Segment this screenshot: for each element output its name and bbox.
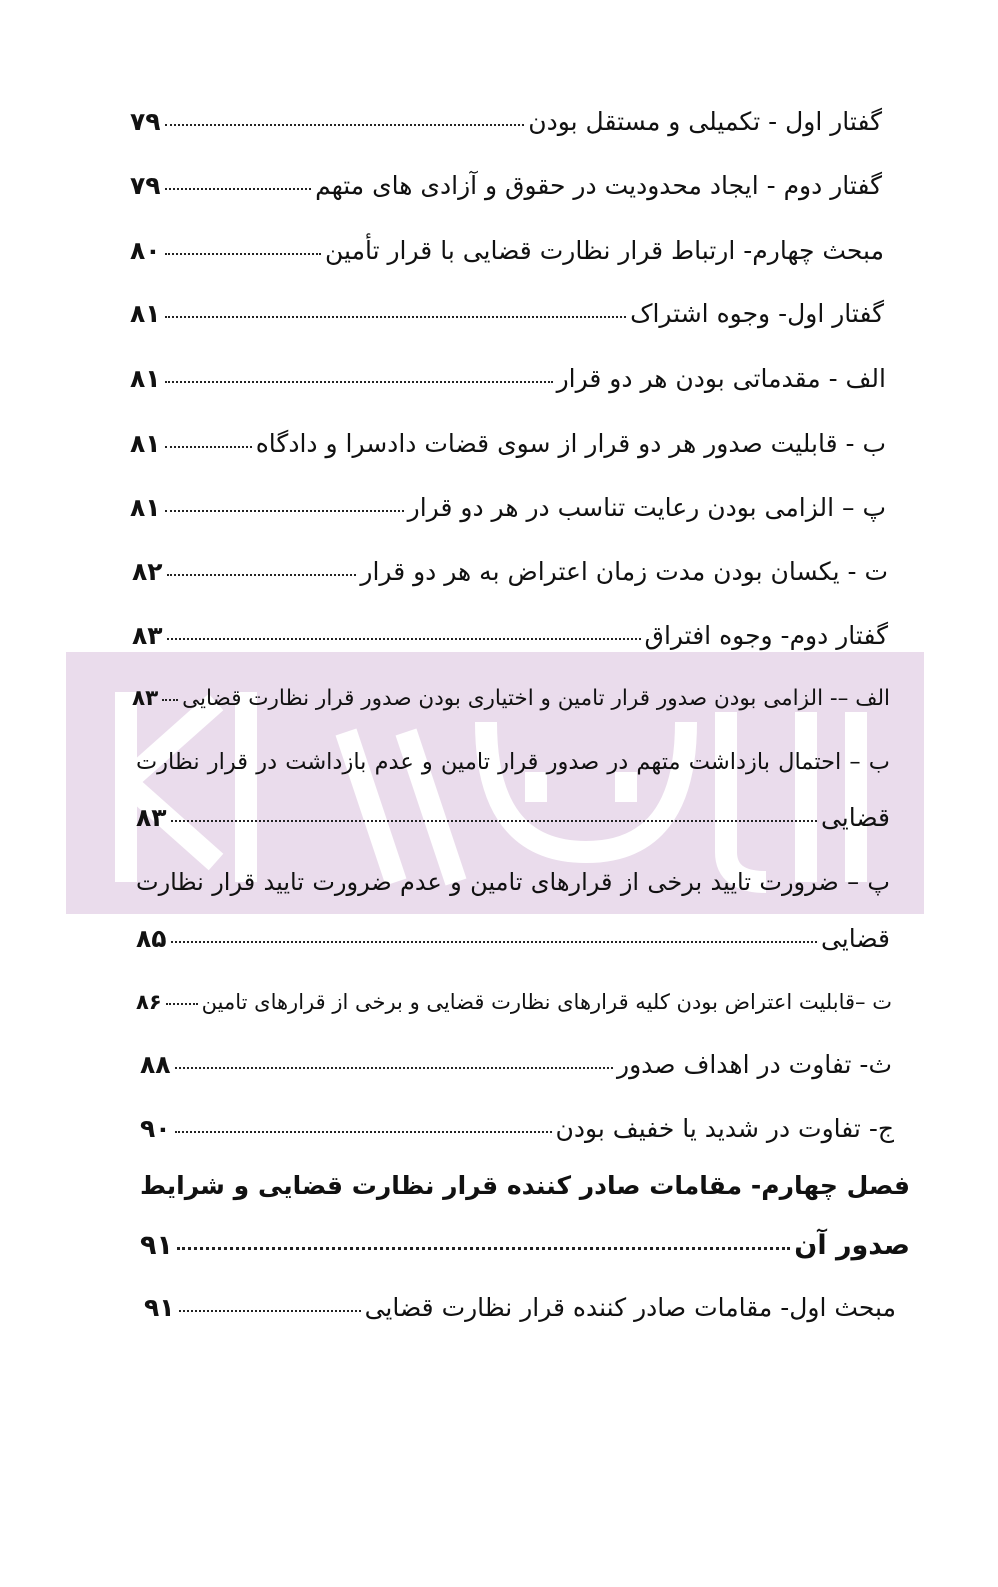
dot-leader xyxy=(175,1131,552,1133)
toc-entry xyxy=(132,556,888,588)
toc-entry xyxy=(132,620,888,652)
toc-entry xyxy=(140,1113,894,1145)
chapter-heading-line2: صدور آن xyxy=(794,1230,910,1261)
toc-page-number: ۸۶ xyxy=(136,990,162,1014)
dot-leader xyxy=(166,1003,198,1005)
toc-page-number: ۹۱ xyxy=(140,1230,173,1261)
toc-entry xyxy=(144,1292,896,1324)
toc-entry xyxy=(130,235,884,267)
toc-entry-title: الف - مقدماتی بودن هر دو قرار xyxy=(556,364,886,393)
toc-entry-title: مبحث چهارم- ارتباط قرار نظارت قضایی با قرار تأمین xyxy=(325,236,884,265)
toc-page-number: ۹۰ xyxy=(140,1114,171,1143)
toc-entry xyxy=(136,923,890,955)
dot-leader xyxy=(165,253,321,255)
toc-entry-title: ث- تفاوت در اهداف صدور xyxy=(617,1050,892,1079)
chapter-heading xyxy=(140,1230,910,1262)
dot-leader xyxy=(177,1247,790,1250)
toc-entry xyxy=(130,170,882,202)
toc-entry xyxy=(136,986,892,1018)
toc-entry-title: ت - یکسان بودن مدت زمان اعتراض به هر دو قرار xyxy=(360,557,888,586)
chapter-heading-line1: فصل چهارم- مقامات صادر کننده قرار نظارت قضایی و شرایط xyxy=(140,1171,910,1200)
dot-leader xyxy=(165,381,553,383)
dot-leader xyxy=(175,1067,613,1069)
dot-leader xyxy=(171,820,817,822)
toc-page-number: ۹۱ xyxy=(144,1293,175,1322)
dot-leader xyxy=(165,188,312,190)
toc-entry-title: گفتار اول- وجوه اشتراک xyxy=(630,299,884,328)
toc-entry-title-line2: قضایی xyxy=(820,803,890,832)
toc-entry-title: گفتار دوم - ایجاد محدودیت در حقوق و آزادی های متهم xyxy=(315,171,882,200)
dot-leader xyxy=(165,316,627,318)
dot-leader xyxy=(162,699,178,701)
toc-entry xyxy=(130,492,886,524)
toc-entry-title: ج- تفاوت در شدید یا خفیف بودن xyxy=(555,1114,894,1143)
toc-entry xyxy=(132,683,890,715)
toc-page-number: ۸۸ xyxy=(140,1050,171,1079)
toc-entry-title: گفتار دوم- وجوه افتراق xyxy=(644,621,888,650)
toc-entry-title-line1: ب – احتمال بازداشت متهم در صدور قرار تامین و عدم بازداشت در قرار نظارت xyxy=(136,749,890,775)
toc-entry xyxy=(130,363,886,395)
toc-entry-title: ب - قابلیت صدور هر دو قرار از سوی قضات دادسرا و دادگاه xyxy=(255,429,886,458)
dot-leader xyxy=(171,941,817,943)
toc-entry xyxy=(130,106,882,138)
toc-entry-title: الف –- الزامی بودن صدور قرار تامین و اختیاری بودن صدور قرار نظارت قضایی xyxy=(182,686,890,711)
toc-entry-title: گفتار اول - تکمیلی و مستقل بودن xyxy=(528,107,882,136)
toc-entry-title: پ – الزامی بودن رعایت تناسب در هر دو قرار xyxy=(407,493,886,522)
toc-page-number: ۸۳ xyxy=(132,621,163,650)
dot-leader xyxy=(179,1310,361,1312)
toc-entry xyxy=(140,1049,892,1081)
toc-page-number: ۷۹ xyxy=(130,107,161,136)
toc-page-number: ۸۳ xyxy=(136,803,167,832)
toc-page-number: ۷۹ xyxy=(130,171,161,200)
dot-leader xyxy=(165,510,404,512)
toc-entry-title-line2: قضایی xyxy=(820,924,890,953)
dot-leader xyxy=(167,574,357,576)
toc-entry-title-line1: پ – ضرورت تایید برخی از قرارهای تامین و عدم ضرورت تایید قرار نظارت xyxy=(136,868,890,896)
toc-page-number: ۸۳ xyxy=(132,686,159,711)
toc-entry-title: ت –قابلیت اعتراض بودن کلیه قرارهای نظارت قضایی و برخی از قرارهای تامین xyxy=(201,990,892,1014)
toc-entry xyxy=(130,428,886,460)
toc-page-number: ۸۰ xyxy=(130,236,161,265)
toc-page-number: ۸۲ xyxy=(132,557,163,586)
dot-leader xyxy=(165,124,525,126)
toc-page-number: ۸۱ xyxy=(130,493,161,522)
toc-page-number: ۸۱ xyxy=(130,364,161,393)
toc-entry xyxy=(130,298,884,330)
dot-leader xyxy=(167,638,641,640)
toc-entry-title: مبحث اول- مقامات صادر کننده قرار نظارت قضایی xyxy=(364,1293,896,1322)
toc-page-number: ۸۱ xyxy=(130,429,161,458)
toc-page-number: ۸۱ xyxy=(130,299,161,328)
toc-page-number: ۸۵ xyxy=(136,924,167,953)
toc-entry xyxy=(136,802,890,834)
dot-leader xyxy=(165,446,252,448)
